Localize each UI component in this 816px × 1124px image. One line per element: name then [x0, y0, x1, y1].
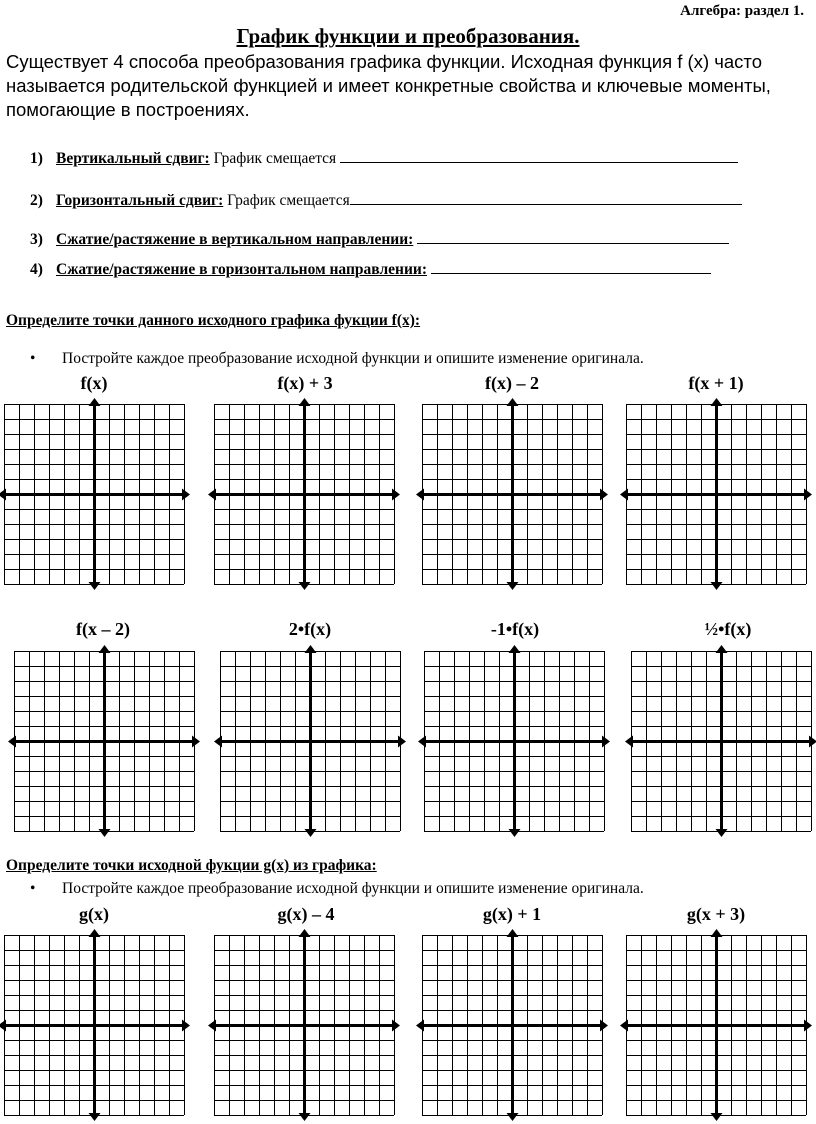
- arrow-down-icon: [716, 829, 728, 837]
- arrow-up-icon: [99, 645, 111, 653]
- arrow-down-icon: [507, 582, 519, 590]
- item-text: График смещается: [209, 150, 341, 167]
- graph-half-f[interactable]: [631, 651, 811, 831]
- arrow-left-icon: [208, 489, 216, 501]
- arrow-down-icon: [89, 1113, 101, 1121]
- arrow-left-icon: [0, 489, 6, 501]
- graph-label: g(x) + 1: [482, 904, 542, 924]
- arrow-left-icon: [214, 736, 222, 748]
- arrow-down-icon: [299, 582, 311, 590]
- item-number: 1): [30, 150, 43, 167]
- graph-f-x-plus-1[interactable]: [626, 404, 806, 584]
- item-horizontal-shift: [30, 190, 742, 210]
- arrow-up-icon: [507, 929, 519, 937]
- arrow-left-icon: [0, 1020, 6, 1032]
- answer-blank[interactable]: [340, 148, 738, 163]
- item-term: Сжатие/растяжение в горизонтальном направлении:: [56, 261, 427, 278]
- arrow-left-icon: [8, 736, 16, 748]
- arrow-up-icon: [299, 929, 311, 937]
- section1-bullet: [30, 350, 644, 368]
- graph-g-x-plus-3[interactable]: [626, 935, 806, 1115]
- arrow-left-icon: [620, 1020, 628, 1032]
- answer-blank[interactable]: [417, 229, 729, 244]
- arrow-up-icon: [89, 929, 101, 937]
- item-number: 2): [30, 192, 43, 209]
- arrow-right-icon: [804, 489, 812, 501]
- arrow-down-icon: [711, 1113, 723, 1121]
- arrow-down-icon: [305, 829, 317, 837]
- section1-heading: Определите точки данного исходного графика фукции f(x):: [6, 312, 421, 329]
- arrow-right-icon: [192, 736, 200, 748]
- arrow-left-icon: [620, 489, 628, 501]
- section2-bullet: [30, 880, 644, 898]
- arrow-left-icon: [208, 1020, 216, 1032]
- graph-neg-f[interactable]: [424, 651, 604, 831]
- arrow-right-icon: [600, 489, 608, 501]
- arrow-down-icon: [89, 582, 101, 590]
- graph-label: f(x) + 3: [277, 373, 333, 393]
- graph-label: f(x + 1): [688, 373, 744, 393]
- item-number: 4): [30, 261, 43, 278]
- bullet-icon: •: [30, 350, 36, 367]
- bullet-text: Постройте каждое преобразование исходной функции и опишите изменение оригинала.: [62, 350, 644, 367]
- answer-blank[interactable]: [350, 190, 742, 205]
- bullet-text: Постройте каждое преобразование исходной функции и опишите изменение оригинала.: [62, 880, 644, 897]
- arrow-right-icon: [182, 489, 190, 501]
- item-term: Горизонтальный сдвиг:: [56, 192, 224, 209]
- arrow-right-icon: [809, 736, 816, 748]
- arrow-right-icon: [182, 1020, 190, 1032]
- arrow-down-icon: [711, 582, 723, 590]
- item-vertical-shift: [30, 148, 738, 168]
- item-horizontal-stretch: [30, 259, 711, 279]
- graph-g-minus-4[interactable]: [214, 935, 394, 1115]
- arrow-right-icon: [398, 736, 406, 748]
- arrow-right-icon: [602, 736, 610, 748]
- arrow-left-icon: [625, 736, 633, 748]
- arrow-down-icon: [299, 1113, 311, 1121]
- arrow-down-icon: [509, 829, 521, 837]
- graph-label: 2•f(x): [288, 619, 332, 639]
- answer-blank[interactable]: [431, 259, 711, 274]
- graph-f-x-minus-2[interactable]: [14, 651, 194, 831]
- arrow-up-icon: [299, 398, 311, 406]
- arrow-down-icon: [99, 829, 111, 837]
- arrow-up-icon: [507, 398, 519, 406]
- arrow-down-icon: [507, 1113, 519, 1121]
- graph-f: [4, 404, 184, 584]
- graph-label: g(x + 3): [686, 904, 746, 924]
- arrow-right-icon: [392, 489, 400, 501]
- graph-label: ½•f(x): [704, 619, 752, 639]
- graph-label: g(x): [79, 904, 109, 924]
- arrow-up-icon: [716, 645, 728, 653]
- arrow-up-icon: [711, 929, 723, 937]
- arrow-right-icon: [804, 1020, 812, 1032]
- arrow-right-icon: [392, 1020, 400, 1032]
- item-text: График смещается: [223, 192, 350, 209]
- bullet-icon: •: [30, 880, 36, 897]
- arrow-up-icon: [711, 398, 723, 406]
- page-title: График функции и преобразования.: [236, 24, 580, 48]
- intro-paragraph: Существует 4 способа преобразования графика функции. Исходная функция f (x) часто называется родительской функцией и имеет конкретные свойства и ключевые моменты, помогающие в построениях.: [6, 51, 771, 120]
- graph-2f[interactable]: [220, 651, 400, 831]
- arrow-left-icon: [416, 1020, 424, 1032]
- graph-label: f(x): [80, 373, 108, 393]
- item-vertical-stretch: [30, 229, 729, 249]
- arrow-left-icon: [418, 736, 426, 748]
- graph-g: [4, 935, 184, 1115]
- graph-f-plus-3[interactable]: [214, 404, 394, 584]
- graph-label: -1•f(x): [490, 619, 540, 639]
- item-term: Вертикальный сдвиг:: [56, 150, 210, 167]
- graph-label: f(x) – 2: [485, 373, 539, 393]
- graph-f-minus-2[interactable]: [422, 404, 602, 584]
- item-term: Сжатие/растяжение в вертикальном направлении:: [56, 231, 414, 248]
- arrow-left-icon: [416, 489, 424, 501]
- section-label: Алгебра: раздел 1.: [680, 3, 804, 19]
- graph-label: g(x) – 4: [277, 904, 335, 924]
- arrow-up-icon: [89, 398, 101, 406]
- section2-heading: Определите точки исходной фукции g(x) из графика:: [6, 857, 377, 874]
- arrow-up-icon: [509, 645, 521, 653]
- graph-label: f(x – 2): [76, 619, 130, 639]
- graph-g-plus-1[interactable]: [422, 935, 602, 1115]
- arrow-right-icon: [600, 1020, 608, 1032]
- arrow-up-icon: [305, 645, 317, 653]
- item-number: 3): [30, 231, 43, 248]
